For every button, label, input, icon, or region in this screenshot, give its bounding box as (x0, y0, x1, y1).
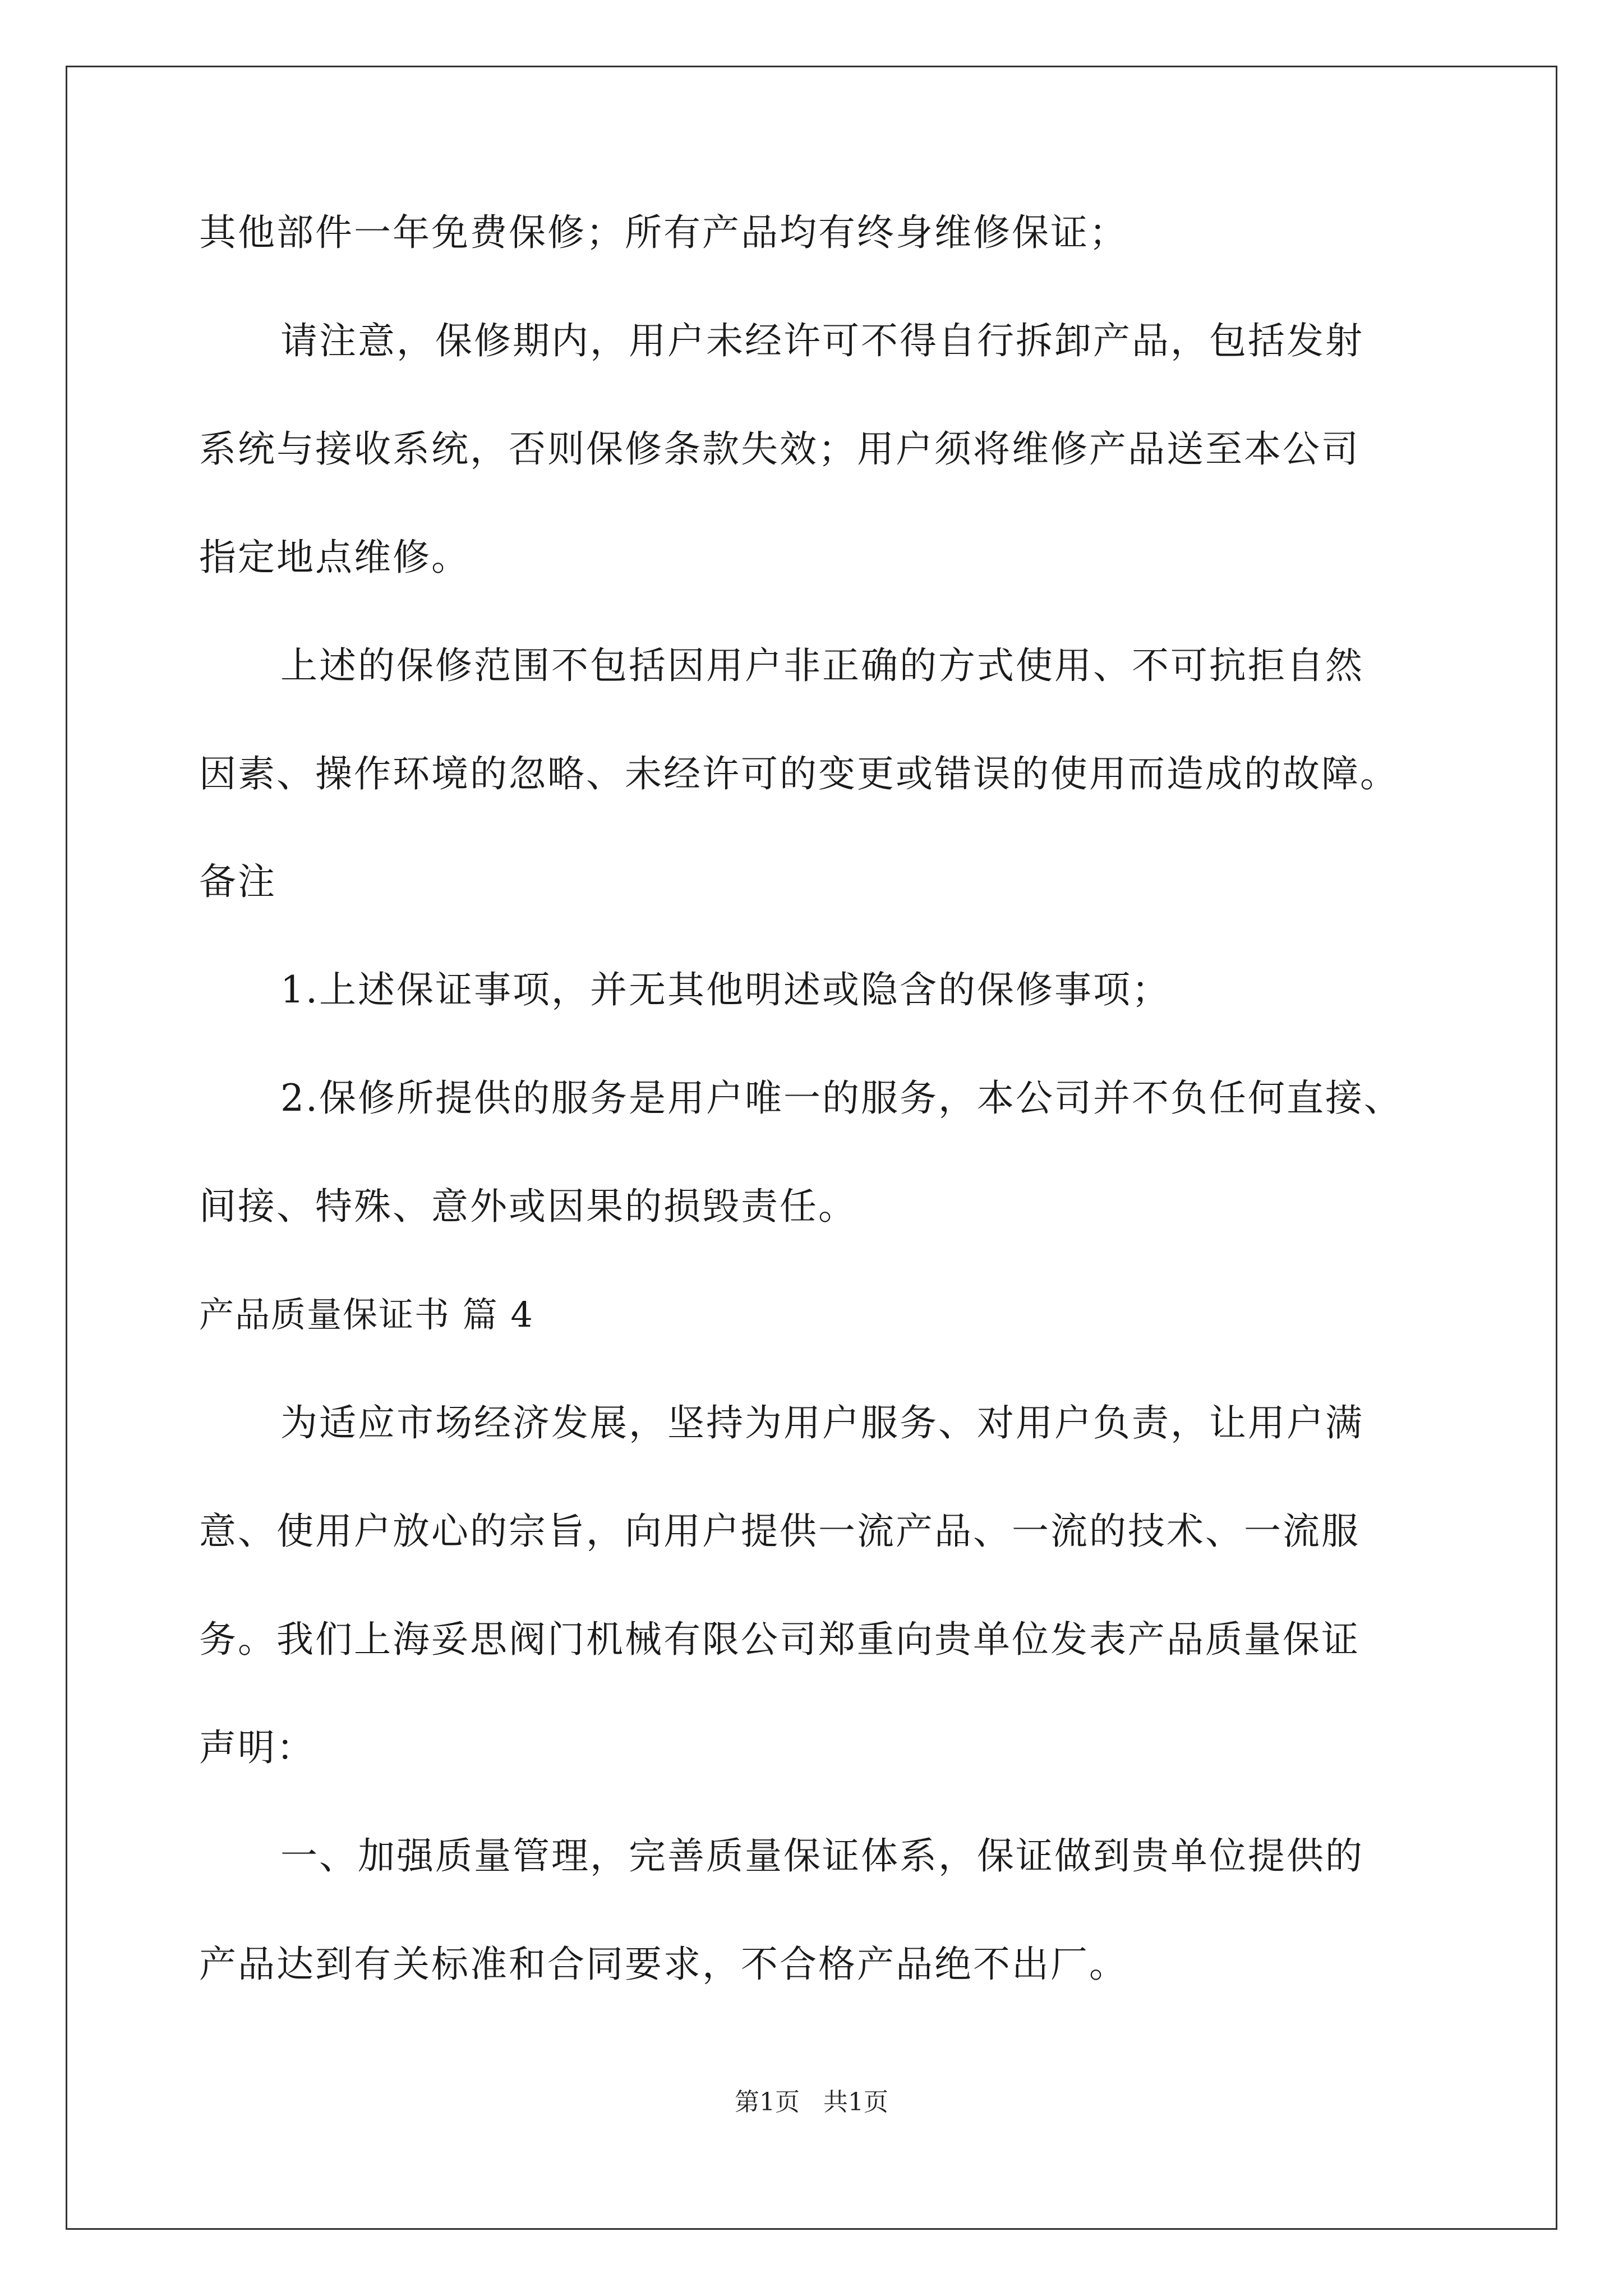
section-heading: 产品质量保证书 篇 4 (199, 1294, 534, 1335)
remark-1-line-1: 1.上述保证事项，并无其他明述或隐含的保修事项； (280, 968, 1170, 1011)
paragraph-2-line-3: 指定地点维修。 (199, 536, 470, 579)
paragraph-1-line-1: 其他部件一年免费保修；所有产品均有终身维修保证； (199, 211, 1128, 254)
paragraph-4-line-1: 为适应市场经济发展，坚持为用户服务、对用户负责，让用户满 (280, 1401, 1364, 1444)
page-border (66, 66, 1557, 2230)
remark-heading: 备注 (199, 860, 276, 903)
page-number-current: 第1页 (735, 2088, 800, 2116)
paragraph-4-line-3: 务。我们上海妥思阀门机械有限公司郑重向贵单位发表产品质量保证 (199, 1618, 1360, 1661)
paragraph-5-line-1: 一、加强质量管理，完善质量保证体系，保证做到贵单位提供的 (280, 1834, 1364, 1878)
paragraph-2-line-2: 系统与接收系统，否则保修条款失效；用户须将维修产品送至本公司 (199, 427, 1360, 471)
page-number-total: 共1页 (823, 2088, 888, 2116)
paragraph-3-line-1: 上述的保修范围不包括因用户非正确的方式使用、不可抗拒自然 (280, 644, 1364, 687)
remark-2-line-1: 2.保修所提供的服务是用户唯一的服务，本公司并不负任何直接、 (280, 1076, 1403, 1120)
paragraph-3-line-2: 因素、操作环境的忽略、未经许可的变更或错误的使用而造成的故障。 (199, 752, 1399, 795)
paragraph-5-line-2: 产品达到有关标准和合同要求，不合格产品绝不出厂。 (199, 1943, 1128, 1986)
paragraph-4-line-4: 声明： (199, 1726, 315, 1769)
page-footer (0, 2086, 1623, 2119)
remark-2-line-2: 间接、特殊、意外或因果的损毁责任。 (199, 1185, 857, 1228)
paragraph-4-line-2: 意、使用户放心的宗旨，向用户提供一流产品、一流的技术、一流服 (199, 1510, 1360, 1553)
paragraph-2-line-1: 请注意，保修期内，用户未经许可不得自行拆卸产品，包括发射 (280, 319, 1364, 362)
